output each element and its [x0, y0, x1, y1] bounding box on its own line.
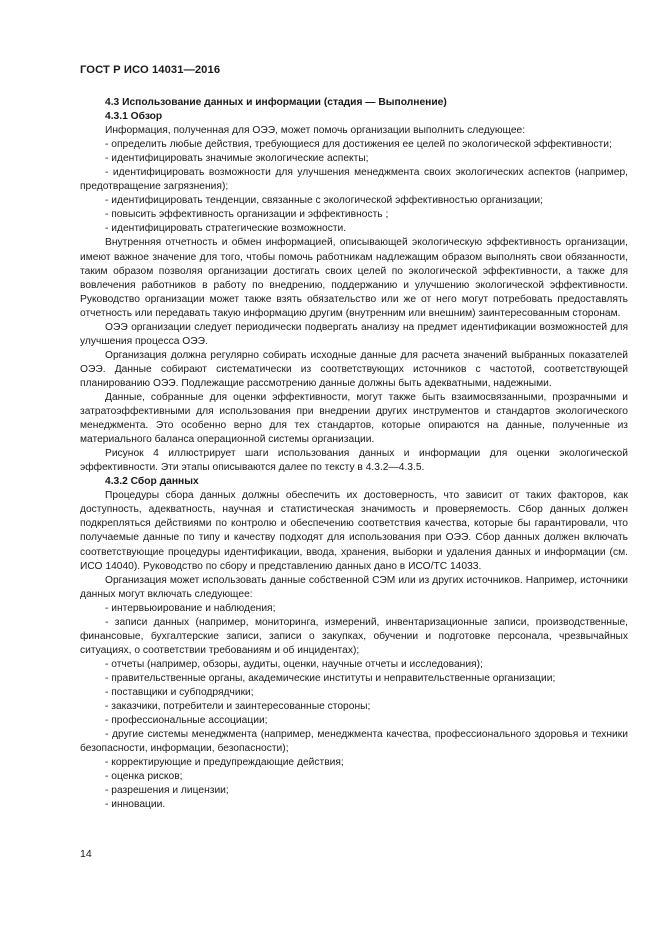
list-item: - поставщики и субподрядчики;: [105, 686, 254, 698]
list-item: - идентифицировать значимые экологические аспекты;: [105, 153, 369, 165]
paragraph: Рисунок 4 иллюстрирует шаги использования данных и информации для оценки экологической эффективности. Эти этапы описываются далее по тексту в 4.3.2—4.3.5.: [80, 448, 628, 474]
list-item: - повысить эффективность организации и эффективность ;: [105, 209, 389, 221]
list-item: - определить любые действия, требующиеся для достижения ее целей по экологической эффективности;: [105, 139, 612, 151]
document-body: [80, 96, 628, 812]
paragraph: Организация должна регулярно собирать исходные данные для расчета значений выбранных показателей ОЭЭ. Данные собирают систематически из соответствующих источников с частотой, соответствующей планированию ОЭЭ. Подлежащие рассмотрению данные должны быть адекватными, надежными.: [80, 349, 628, 389]
paragraph: Внутренняя отчетность и обмен информацией, описывающей экологическую эффективность организации, имеют важное значение для того, чтобы помочь работникам надлежащим образом выполнять свои обязанности, таким образом позволяя организации достигать своих целей по экологической эффективности, а также для вовлечения работников в работу по внедрению, поддержанию и улучшению экологической эффективности. Руководство организации может также взять обязательство или же от него могут потребовать предоставлять отчетность или передавать такую информацию другим (внутренним или внешним) заинтересованным сторонам.: [80, 237, 628, 319]
paragraph: Процедуры сбора данных должны обеспечить их достоверность, что зависит от таких факторов, как доступность, адекватность, научная и статистическая значимость и проверяемость. Сбор данных должен подкрепляться действиями по контролю и обеспечению соответствия качества, которые бы гарантировали, что получаемые данные по типу и качеству подходят для использования при ОЭЭ. Сбор данных должен включать соответствующие процедуры идентификации, ввода, хранения, выборки и удаления данных и информации (см. ИСО 14040). Руководство по сбору и представлению данных дано в ИСО/ТС 14033.: [80, 490, 628, 572]
list-item: - заказчики, потребители и заинтересованные стороны;: [105, 701, 371, 713]
paragraph: Организация может использовать данные собственной СЭМ или из других источников. Например, источники данных могут включать следующее:: [80, 574, 628, 600]
section-heading: 4.3 Использование данных и информации (стадия — Выполнение): [105, 97, 447, 108]
list-item: - корректирующие и предупреждающие действия;: [105, 757, 344, 769]
list-item: - разрешения и лицензии;: [105, 785, 229, 797]
paragraph: Данные, собранные для оценки эффективности, могут также быть взаимосвязанными, прозрачными и затратоэффективными для использования при внедрении других инструментов и стандартов экологического менеджмента. Это особенно верно для тех стандартов, которые опираются на данные, полученные из материального баланса операционной системы организации.: [80, 391, 628, 446]
list-item: - отчеты (например, обзоры, аудиты, оценки, научные отчеты и исследования);: [105, 658, 483, 670]
section-heading: 4.3.2 Сбор данных: [105, 476, 199, 488]
list-item: - интервьюирование и наблюдения;: [105, 602, 276, 614]
list-item: - записи данных (например, мониторинга, измерений, инвентаризационные записи, производственные, финансовые, бухгалтерские записи, записи о закупках, обучении и подготовке персонала, чрезвычайных ситуациях, о соответствии требованиям и об инцидентах);: [80, 616, 628, 656]
list-item: - оценка рисков;: [105, 771, 183, 783]
list-item: - профессиональные ассоциации;: [105, 715, 268, 727]
paragraph: Информация, полученная для ОЭЭ, может помочь организации выполнить следующее:: [105, 125, 526, 137]
section-heading: 4.3.1 Обзор: [105, 111, 163, 123]
paragraph: ОЭЭ организации следует периодически подвергать анализу на предмет идентификации возможностей для улучшения процесса ОЭЭ.: [80, 321, 628, 347]
list-item: - идентифицировать стратегические возможности.: [105, 223, 347, 235]
list-item: - инновации.: [105, 799, 166, 811]
list-item: - идентифицировать возможности для улучшения менеджмента своих экологических аспектов (например, предотвращение загрязнения);: [80, 167, 628, 193]
list-item: - другие системы менеджмента (например, менеджмента качества, профессионального здоровья и техники безопасности, информации, безопасности);: [80, 729, 628, 755]
list-item: - идентифицировать тенденции, связанные с экологической эффективностью организации;: [105, 195, 544, 207]
list-item: - правительственные органы, академические институты и неправительственные организации;: [105, 672, 556, 684]
document-header: ГОСТ Р ИСО 14031—2016: [80, 64, 221, 76]
page-number: 14: [80, 848, 92, 860]
